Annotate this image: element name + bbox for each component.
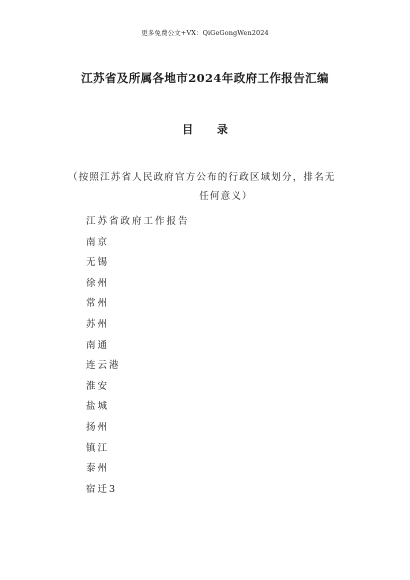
toc-note-line-2: 任何意义） xyxy=(199,191,253,202)
toc-heading: 目 录 xyxy=(182,123,238,136)
toc-item[interactable]: 连云港 xyxy=(86,360,121,372)
header-note: 更多免费公文+VX：QiGeGongWen2024 xyxy=(141,29,269,37)
toc-item[interactable]: 常州 xyxy=(86,298,110,310)
toc-item[interactable]: 泰州 xyxy=(86,463,110,475)
toc-item[interactable]: 南京 xyxy=(86,236,110,248)
toc-item[interactable]: 苏州 xyxy=(86,318,110,330)
toc-item[interactable]: 宿迁3 xyxy=(86,483,118,495)
toc-list xyxy=(86,212,190,500)
toc-item[interactable]: 盐城 xyxy=(86,401,110,413)
toc-item[interactable]: 徐州 xyxy=(86,277,110,289)
toc-item[interactable]: 无锡 xyxy=(86,257,110,269)
toc-item[interactable]: 扬州 xyxy=(86,421,110,433)
toc-note-line-1: （按照江苏省人民政府官方公布的行政区域划分，排名无 xyxy=(68,172,336,183)
toc-item[interactable]: 淮安 xyxy=(86,380,110,392)
toc-item[interactable]: 南通 xyxy=(86,339,110,351)
document-title: 江苏省及所属各地市2024年政府工作报告汇编 xyxy=(81,71,329,85)
toc-item[interactable]: 江苏省政府工作报告 xyxy=(86,216,190,227)
toc-item[interactable]: 镇江 xyxy=(86,442,110,454)
toc-note xyxy=(68,168,354,206)
